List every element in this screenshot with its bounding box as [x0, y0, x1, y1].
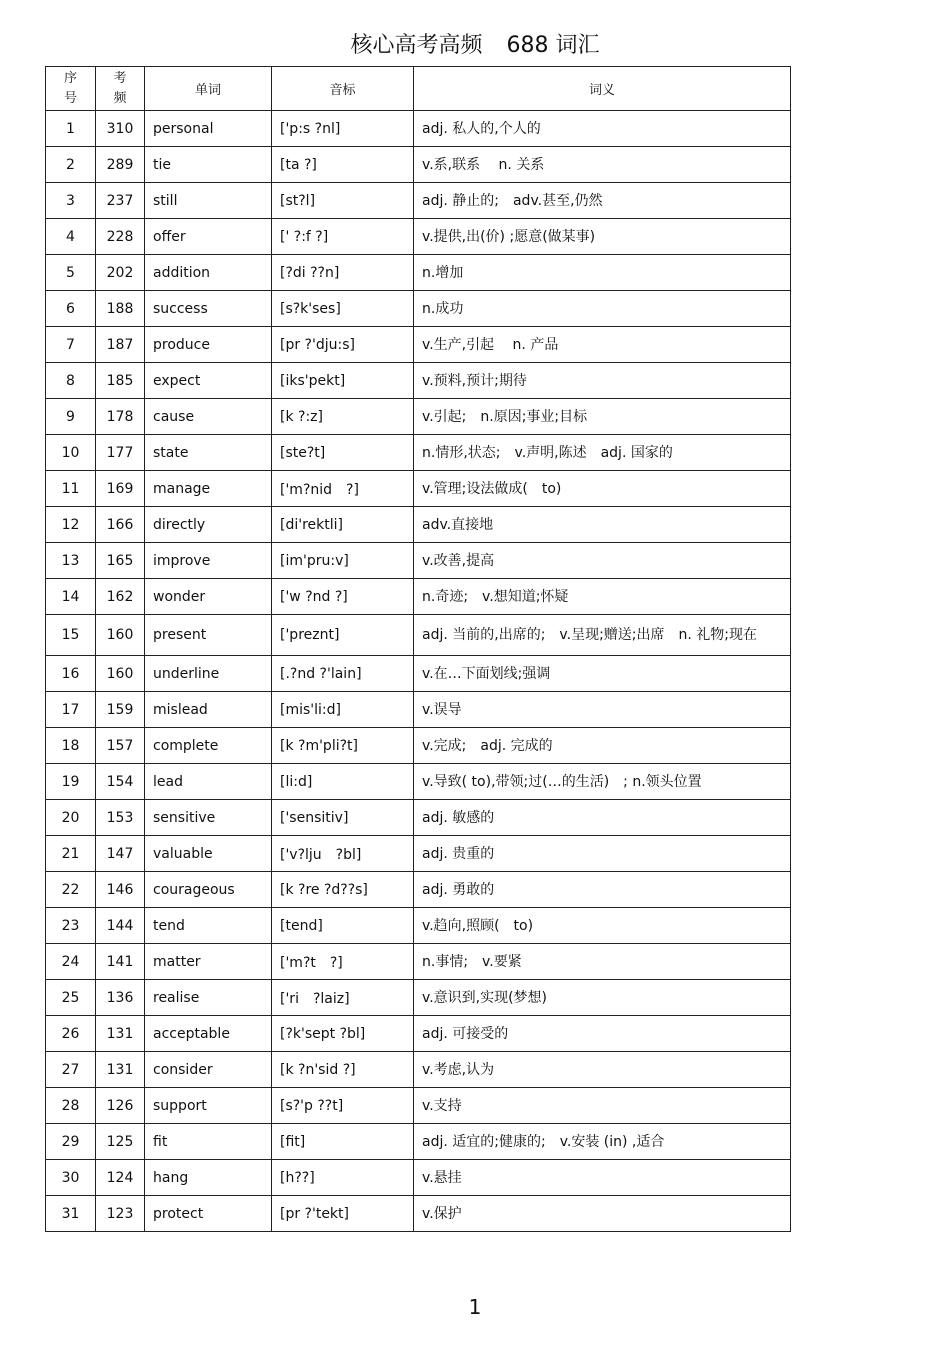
cell-frequency: 125: [96, 1124, 145, 1160]
cell-word: complete: [145, 728, 272, 764]
table-row: [46, 147, 791, 183]
cell-word: expect: [145, 363, 272, 399]
cell-meaning: n.成功: [414, 291, 791, 327]
cell-index: 8: [46, 363, 96, 399]
cell-frequency: 289: [96, 147, 145, 183]
cell-word: mislead: [145, 692, 272, 728]
cell-meaning: v.引起; n.原因;事业;目标: [414, 399, 791, 435]
cell-frequency: 126: [96, 1088, 145, 1124]
cell-index: 7: [46, 327, 96, 363]
table-row: [46, 980, 791, 1016]
header-meaning: 词义: [414, 67, 791, 111]
table-header-row: [46, 67, 791, 111]
cell-frequency: 169: [96, 471, 145, 507]
cell-index: 21: [46, 836, 96, 872]
cell-frequency: 123: [96, 1196, 145, 1232]
title-number: 688 词汇: [506, 33, 600, 58]
cell-phonetic: [mis'li:d]: [272, 692, 414, 728]
table-row: [46, 728, 791, 764]
cell-meaning: v.悬挂: [414, 1160, 791, 1196]
header-index: 序 号: [46, 67, 96, 111]
cell-meaning: adj. 私人的,个人的: [414, 111, 791, 147]
cell-frequency: 237: [96, 183, 145, 219]
cell-meaning: n.事情; v.要紧: [414, 944, 791, 980]
cell-meaning: n.情形,状态; v.声明,陈述 adj. 国家的: [414, 435, 791, 471]
cell-phonetic: [ste?t]: [272, 435, 414, 471]
cell-word: success: [145, 291, 272, 327]
cell-index: 16: [46, 656, 96, 692]
cell-phonetic: ['ri ?laiz]: [272, 980, 414, 1016]
cell-index: 28: [46, 1088, 96, 1124]
cell-index: 1: [46, 111, 96, 147]
cell-frequency: 202: [96, 255, 145, 291]
cell-meaning: v.趋向,照顾( to): [414, 908, 791, 944]
cell-word: support: [145, 1088, 272, 1124]
cell-phonetic: [li:d]: [272, 764, 414, 800]
cell-phonetic: [k ?:z]: [272, 399, 414, 435]
cell-phonetic: [s?'p ??t]: [272, 1088, 414, 1124]
cell-frequency: 157: [96, 728, 145, 764]
cell-phonetic: [iks'pekt]: [272, 363, 414, 399]
cell-phonetic: [pr ?'tekt]: [272, 1196, 414, 1232]
cell-meaning: v.误导: [414, 692, 791, 728]
table-row: [46, 1124, 791, 1160]
cell-meaning: adv.直接地: [414, 507, 791, 543]
cell-frequency: 124: [96, 1160, 145, 1196]
table-row: [46, 1196, 791, 1232]
cell-word: acceptable: [145, 1016, 272, 1052]
table-body: [46, 111, 791, 1232]
cell-index: 26: [46, 1016, 96, 1052]
cell-frequency: 159: [96, 692, 145, 728]
cell-index: 12: [46, 507, 96, 543]
cell-index: 24: [46, 944, 96, 980]
cell-index: 17: [46, 692, 96, 728]
cell-index: 27: [46, 1052, 96, 1088]
cell-frequency: 160: [96, 656, 145, 692]
table-row: [46, 363, 791, 399]
cell-phonetic: [?di ??n]: [272, 255, 414, 291]
cell-word: addition: [145, 255, 272, 291]
cell-index: 4: [46, 219, 96, 255]
page-number: 1: [468, 1295, 482, 1319]
cell-frequency: 177: [96, 435, 145, 471]
page-title: [0, 28, 950, 59]
cell-phonetic: [k ?m'pli?t]: [272, 728, 414, 764]
cell-meaning: n.奇迹; v.想知道;怀疑: [414, 579, 791, 615]
table-row: [46, 399, 791, 435]
cell-frequency: 136: [96, 980, 145, 1016]
cell-frequency: 228: [96, 219, 145, 255]
cell-frequency: 131: [96, 1016, 145, 1052]
cell-word: directly: [145, 507, 272, 543]
cell-phonetic: [s?k'ses]: [272, 291, 414, 327]
cell-phonetic: ['v?lju ?bl]: [272, 836, 414, 872]
cell-meaning: v.系,联系 n. 关系: [414, 147, 791, 183]
cell-index: 5: [46, 255, 96, 291]
cell-index: 31: [46, 1196, 96, 1232]
cell-index: 30: [46, 1160, 96, 1196]
cell-index: 19: [46, 764, 96, 800]
cell-meaning: v.考虑,认为: [414, 1052, 791, 1088]
cell-meaning: v.保护: [414, 1196, 791, 1232]
cell-frequency: 166: [96, 507, 145, 543]
table-row: [46, 836, 791, 872]
cell-word: personal: [145, 111, 272, 147]
table-row: [46, 764, 791, 800]
cell-frequency: 153: [96, 800, 145, 836]
cell-word: still: [145, 183, 272, 219]
cell-index: 6: [46, 291, 96, 327]
cell-phonetic: [?k'sept ?bl]: [272, 1016, 414, 1052]
table-row: [46, 471, 791, 507]
cell-index: 9: [46, 399, 96, 435]
cell-meaning: adj. 贵重的: [414, 836, 791, 872]
cell-frequency: 178: [96, 399, 145, 435]
cell-frequency: 154: [96, 764, 145, 800]
cell-meaning: v.完成; adj. 完成的: [414, 728, 791, 764]
cell-meaning: v.在…下面划线;强调: [414, 656, 791, 692]
cell-meaning: v.预料,预计;期待: [414, 363, 791, 399]
cell-index: 2: [46, 147, 96, 183]
cell-phonetic: [im'pru:v]: [272, 543, 414, 579]
cell-frequency: 144: [96, 908, 145, 944]
cell-phonetic: [h??]: [272, 1160, 414, 1196]
table-row: [46, 219, 791, 255]
table-row: [46, 1052, 791, 1088]
cell-frequency: 310: [96, 111, 145, 147]
cell-meaning: v.支持: [414, 1088, 791, 1124]
cell-word: improve: [145, 543, 272, 579]
table-row: [46, 692, 791, 728]
cell-frequency: 185: [96, 363, 145, 399]
table-row: [46, 579, 791, 615]
cell-phonetic: [ta ?]: [272, 147, 414, 183]
cell-index: 11: [46, 471, 96, 507]
cell-word: courageous: [145, 872, 272, 908]
cell-phonetic: [di'rektli]: [272, 507, 414, 543]
cell-word: state: [145, 435, 272, 471]
table-row: [46, 800, 791, 836]
cell-phonetic: ['m?nid ?]: [272, 471, 414, 507]
cell-meaning: v.导致( to),带领;过(…的生活) ; n.领头位置: [414, 764, 791, 800]
table-row: [46, 872, 791, 908]
cell-word: consider: [145, 1052, 272, 1088]
cell-index: 22: [46, 872, 96, 908]
table-row: [46, 908, 791, 944]
cell-phonetic: [tend]: [272, 908, 414, 944]
cell-phonetic: [st?l]: [272, 183, 414, 219]
table-row: [46, 435, 791, 471]
cell-frequency: 188: [96, 291, 145, 327]
cell-index: 25: [46, 980, 96, 1016]
table-row: [46, 1160, 791, 1196]
cell-frequency: 147: [96, 836, 145, 872]
cell-index: 29: [46, 1124, 96, 1160]
cell-word: wonder: [145, 579, 272, 615]
cell-word: underline: [145, 656, 272, 692]
cell-word: valuable: [145, 836, 272, 872]
cell-word: protect: [145, 1196, 272, 1232]
table-row: [46, 1016, 791, 1052]
cell-word: tend: [145, 908, 272, 944]
table-row: [46, 291, 791, 327]
cell-phonetic: [k ?re ?d??s]: [272, 872, 414, 908]
table-row: [46, 1088, 791, 1124]
table-row: [46, 615, 791, 656]
cell-phonetic: ['p:s ?nl]: [272, 111, 414, 147]
table-row: [46, 255, 791, 291]
cell-phonetic: [' ?:f ?]: [272, 219, 414, 255]
cell-phonetic: ['preznt]: [272, 615, 414, 656]
cell-meaning: adj. 静止的; adv.甚至,仍然: [414, 183, 791, 219]
cell-word: sensitive: [145, 800, 272, 836]
cell-index: 3: [46, 183, 96, 219]
table-row: [46, 543, 791, 579]
cell-phonetic: [.?nd ?'lain]: [272, 656, 414, 692]
cell-frequency: 187: [96, 327, 145, 363]
cell-meaning: adj. 敏感的: [414, 800, 791, 836]
cell-word: hang: [145, 1160, 272, 1196]
cell-meaning: adj. 可接受的: [414, 1016, 791, 1052]
cell-index: 15: [46, 615, 96, 656]
table-row: [46, 327, 791, 363]
title-chinese: 核心高考高频: [350, 33, 483, 58]
header-phonetic: 音标: [272, 67, 414, 111]
cell-word: offer: [145, 219, 272, 255]
cell-phonetic: [k ?n'sid ?]: [272, 1052, 414, 1088]
table-row: [46, 183, 791, 219]
cell-index: 13: [46, 543, 96, 579]
cell-word: realise: [145, 980, 272, 1016]
cell-meaning: v.生产,引起 n. 产品: [414, 327, 791, 363]
cell-word: matter: [145, 944, 272, 980]
cell-meaning: v.管理;设法做成( to): [414, 471, 791, 507]
cell-frequency: 141: [96, 944, 145, 980]
table-row: [46, 111, 791, 147]
cell-index: 20: [46, 800, 96, 836]
cell-frequency: 165: [96, 543, 145, 579]
cell-frequency: 131: [96, 1052, 145, 1088]
cell-word: produce: [145, 327, 272, 363]
cell-phonetic: [pr ?'dju:s]: [272, 327, 414, 363]
cell-phonetic: [fit]: [272, 1124, 414, 1160]
cell-word: present: [145, 615, 272, 656]
cell-meaning: v.改善,提高: [414, 543, 791, 579]
table-row: [46, 944, 791, 980]
table-row: [46, 656, 791, 692]
cell-word: manage: [145, 471, 272, 507]
cell-phonetic: ['sensitiv]: [272, 800, 414, 836]
cell-index: 18: [46, 728, 96, 764]
cell-phonetic: ['m?t ?]: [272, 944, 414, 980]
cell-index: 14: [46, 579, 96, 615]
cell-meaning: n.增加: [414, 255, 791, 291]
cell-meaning: adj. 当前的,出席的; v.呈现;赠送;出席 n. 礼物;现在: [414, 615, 791, 656]
vocabulary-table: [45, 66, 791, 1232]
header-word: 单词: [145, 67, 272, 111]
cell-meaning: adj. 适宜的;健康的; v.安装 (in) ,适合: [414, 1124, 791, 1160]
cell-word: fit: [145, 1124, 272, 1160]
cell-word: cause: [145, 399, 272, 435]
cell-word: lead: [145, 764, 272, 800]
cell-word: tie: [145, 147, 272, 183]
cell-frequency: 162: [96, 579, 145, 615]
cell-meaning: v.提供,出(价) ;愿意(做某事): [414, 219, 791, 255]
header-frequency: 考 频: [96, 67, 145, 111]
cell-meaning: v.意识到,实现(梦想): [414, 980, 791, 1016]
table-row: [46, 507, 791, 543]
cell-meaning: adj. 勇敢的: [414, 872, 791, 908]
cell-frequency: 146: [96, 872, 145, 908]
cell-index: 10: [46, 435, 96, 471]
cell-index: 23: [46, 908, 96, 944]
cell-frequency: 160: [96, 615, 145, 656]
cell-phonetic: ['w ?nd ?]: [272, 579, 414, 615]
